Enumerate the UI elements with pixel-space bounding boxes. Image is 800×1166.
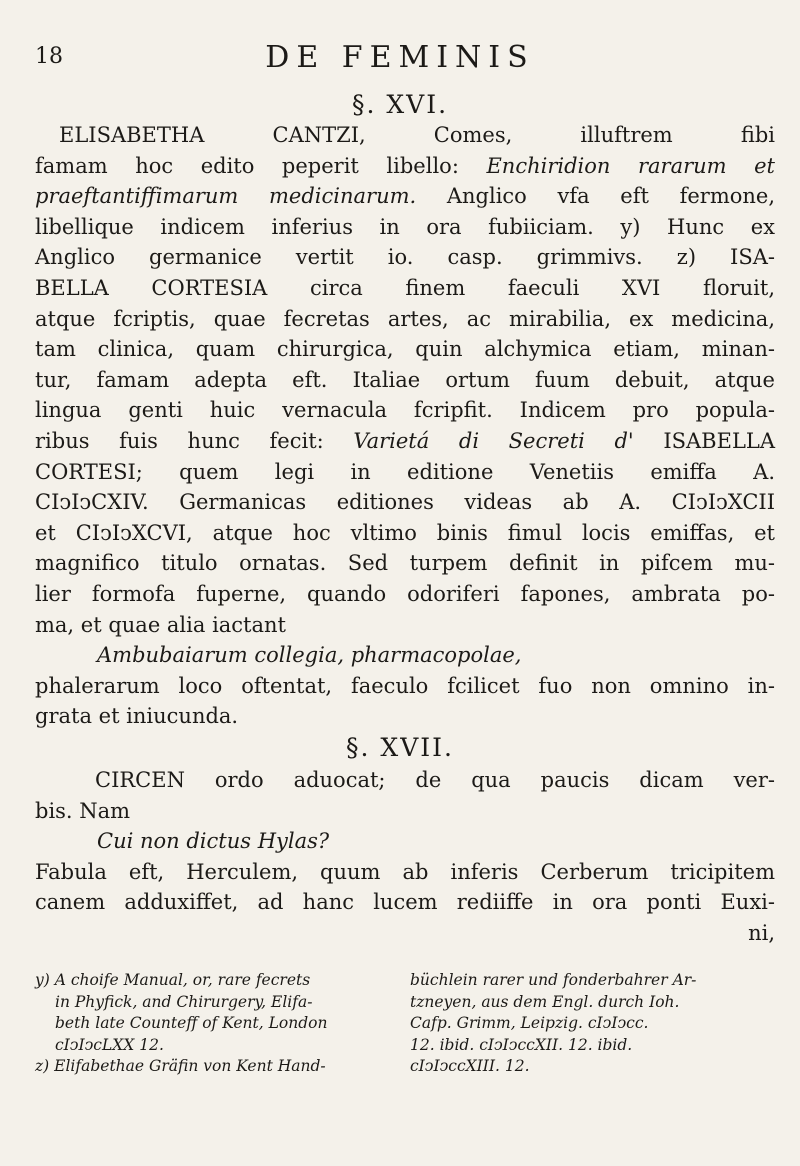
text-line: atque fcriptis, quae fecretas artes, ac mirabilia, ex medicina, [35, 306, 775, 331]
text-line: ma, et quae alia iactant [35, 612, 286, 637]
text-line: tam clinica, quam chirurgica, quin alchymica etiam, minan- [35, 337, 775, 362]
text-line: lier formofa fuperne, quando odoriferi fapones, ambrata po- [35, 581, 775, 606]
footnote-line: y) A choife Manual, or, rare fecrets [35, 971, 311, 989]
footnotes-right [410, 970, 780, 1078]
text-line: Anglico germanice vertit io. casp. grimmivs. z) ISA- [35, 245, 775, 270]
catchword: ni, [748, 920, 775, 945]
text-line: praeftantiffimarum medicinarum. Anglico vfa eft fermone, [35, 184, 776, 209]
footnote-line: tzneyen, aus dem Engl. durch Ioh. [410, 992, 680, 1011]
running-head: DE FEMINIS [265, 40, 535, 75]
footnote-line: z) Elifabethae Gräfin von Kent Hand- [35, 1057, 326, 1075]
text-line: libellique indicem inferius in ora fubiiciam. y) Hunc ex [35, 214, 775, 239]
text-line: CIRCEN ordo aduocat; de qua paucis dicam ver- [95, 768, 775, 792]
text-line: famam hoc edito peperit libello: Enchiridion rararum et [35, 153, 775, 178]
text-line: phalerarum loco oftentat, faeculo fcilicet fuo non omnino in- [35, 673, 775, 698]
text-line: et CIↄIↄXCVI, atque hoc vltimo binis fimul locis emiffas, et [35, 520, 775, 545]
text-line: canem adduxiffet, ad hanc lucem rediiffe in ora ponti Euxi- [35, 890, 775, 915]
footnote-line: beth late Counteff of Kent, London [55, 1014, 328, 1032]
verse-quote: Ambubaiarum collegia, pharmacopolae, [97, 643, 522, 668]
text-line: ELISABETHA CANTZI, Comes, illuftrem fibi [59, 123, 775, 147]
verse-quote: Cui non dictus Hylas? [97, 829, 330, 854]
section-heading-17: §. XVII. [346, 733, 454, 762]
paragraph-17 [35, 765, 775, 949]
text-line: Fabula eft, Herculem, quum ab inferis Cerberum tricipitem [35, 859, 775, 884]
page-number: 18 [35, 44, 63, 69]
text-line: bis. Nam [35, 798, 131, 823]
text-line: BELLA CORTESIA circa finem faeculi XVI floruit, [35, 275, 775, 300]
footnotes-left [35, 970, 390, 1078]
text-line: ribus fuis hunc fecit: Varietá di Secreti d' ISABELLA [35, 428, 775, 453]
paragraph-16 [35, 120, 775, 732]
section-heading-16: §. XVI. [351, 90, 449, 119]
footnote-line: cIↄIↄccXIII. 12. [410, 1057, 530, 1075]
footnote-line: Cafp. Grimm, Leipzig. cIↄIↄcc. [410, 1014, 649, 1032]
footnote-line: büchlein rarer und fonderbahrer Ar- [410, 971, 697, 989]
footnote-line: cIↄIↄcLXX 12. [55, 1035, 164, 1054]
text-line: grata et iniucunda. [35, 704, 239, 729]
text-line: CIↄIↄCXIV. Germanicas editiones videas ab A. CIↄIↄXCII [35, 490, 775, 515]
footnote-line: in Phyfick, and Chirurgery, Elifa- [55, 992, 313, 1011]
text-line: CORTESI; quem legi in editione Venetiis emiffa A. [35, 459, 775, 484]
text-line: tur, famam adepta eft. Italiae ortum fuum debuit, atque [35, 367, 775, 392]
text-line: magnifico titulo ornatas. Sed turpem definit in pifcem mu- [35, 551, 775, 576]
footnote-line: 12. ibid. cIↄIↄccXII. 12. ibid. [410, 1035, 633, 1054]
text-line: lingua genti huic vernacula fcripfit. Indicem pro popula- [35, 398, 775, 423]
